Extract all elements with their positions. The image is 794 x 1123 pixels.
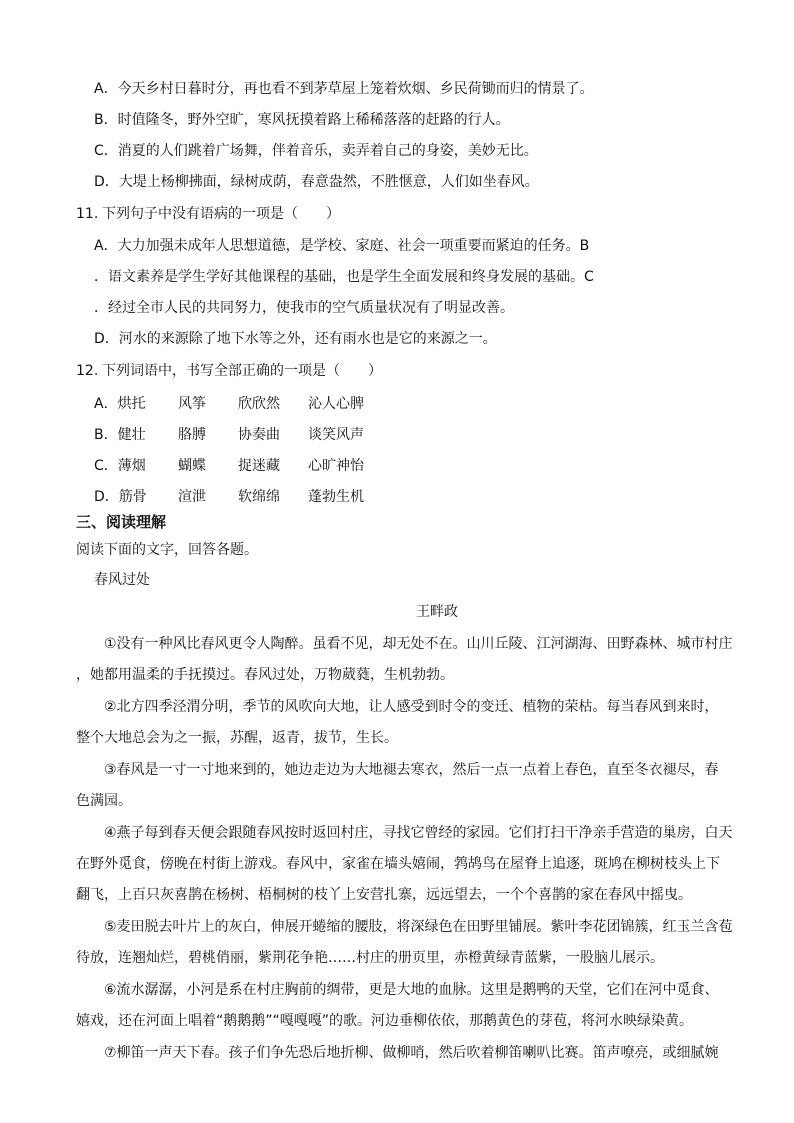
paragraph-4-line-3: 翻飞，上百只灰喜鹊在杨树、梧桐树的枝丫上安营扎寨，远远望去，一个个喜鹊的家在春风中摇曳。: [76, 887, 692, 903]
paragraph-2-line-2: 整个大地总会为之一振，苏醒，返青，拔节，生长。: [76, 730, 398, 746]
q11-stem-text: 下列句子中没有语病的一项是（ ）: [102, 206, 340, 222]
q12-option-d: [0, 487, 794, 507]
q10-option-c: C．消夏的人们跳着广场舞，伴着音乐，卖弄着自己的身姿，美妙无比。: [94, 143, 538, 159]
q10-option-d: D．大堤上杨柳拂面，绿树成荫，春意盎然，不胜惬意，人们如坐春风。: [94, 174, 539, 190]
q11-option-b: ．语文素养是学生学好其他课程的基础，也是学生全面发展和终身发展的基础。C: [94, 269, 594, 285]
word: A．烘托: [94, 396, 146, 412]
word: 胳膊: [178, 427, 206, 443]
q12-option-b: [0, 425, 794, 445]
paragraph-3-line-1: ③春风是一寸一寸地来到的，她边走边为大地褪去寒衣，然后一点一点着上春色，直至冬衣褪尽，春: [104, 762, 719, 778]
q11-option-d: D．河水的来源除了地下水等之外，还有雨水也是它的来源之一。: [94, 331, 497, 347]
reading-instruction: 阅读下面的文字，回答各题。: [76, 542, 258, 558]
q11-option-a: A．大力加强未成年人思想道德，是学校、家庭、社会一项重要而紧迫的任务。B: [94, 238, 590, 254]
word: C．薄烟: [94, 458, 146, 474]
paragraph-2-line-1: ②北方四季泾渭分明，季节的风吹向大地，让人感受到时令的变迁、植物的荣枯。每当春风到来时，: [104, 699, 719, 715]
paragraph-4-line-1: ④燕子每到春天便会跟随春风按时返回村庄，寻找它曾经的家园。它们打扫干净亲手营造的巢房，白天: [104, 825, 733, 841]
word: 软绵绵: [238, 489, 280, 505]
word: 渲泄: [178, 489, 206, 505]
paragraph-1-line-1: ①没有一种风比春风更令人陶醉。虽看不见，却无处不在。山川丘陵、江河湖海、田野森林、城市村庄: [104, 636, 733, 652]
paragraph-4-line-2: 在野外觅食，傍晚在村街上游戏。春风中，家雀在墙头嬉闹，鹁鸪鸟在屋脊上追逐，斑鸠在柳树枝头上下: [76, 856, 720, 872]
paragraph-7-line-1: ⑦柳笛一声天下春。孩子们争先恐后地折柳、做柳哨，然后吹着柳笛喇叭比赛。笛声嘹亮，或细腻婉: [104, 1045, 719, 1061]
paragraph-6-line-1: ⑥流水潺潺，小河是系在村庄胸前的绸带，更是大地的血脉。这里是鹅鸭的天堂，它们在河中觅食、: [104, 982, 719, 998]
paragraph-6-line-2: 嬉戏，还在河面上唱着“鹅鹅鹅”“嘎嘎嘎”的歌。河边垂柳依依，那鹅黄色的芽苞，将河水映绿染黄。: [76, 1013, 694, 1029]
word: B．健壮: [94, 427, 146, 443]
q12-option-a: [0, 394, 794, 414]
word: 协奏曲: [238, 427, 280, 443]
q10-option-b: B．时值隆冬，野外空旷，寒风抚摸着路上稀稀落落的赶路的行人。: [94, 112, 510, 128]
word: D．筋骨: [94, 489, 147, 505]
word: 蝴蝶: [178, 458, 206, 474]
q11-number: 11.: [76, 206, 99, 222]
passage-title: 春风过处: [94, 572, 150, 588]
paragraph-5-line-2: 待放，连翘灿烂，碧桃俏丽，紫荆花争艳……村庄的册页里，赤橙黄绿青蓝紫，一股脑儿展示。: [76, 950, 664, 966]
word: 欣欣然: [238, 396, 280, 412]
q12-number: 12.: [76, 363, 99, 379]
paragraph-5-line-1: ⑤麦田脱去叶片上的灰白，伸展开蜷缩的腰肢，将深绿色在田野里铺展。紫叶李花团锦簇，红玉兰含苞: [104, 919, 733, 935]
q12-stem-text: 下列词语中，书写全部正确的一项是（ ）: [102, 363, 382, 379]
q12-stem: [0, 361, 794, 381]
word: 谈笑风声: [308, 427, 364, 443]
word: 蓬勃生机: [308, 489, 364, 505]
section-heading: 三、阅读理解: [76, 513, 167, 531]
q10-option-a: A．今天乡村日暮时分，再也看不到茅草屋上笼着炊烟、乡民荷锄而归的情景了。: [94, 81, 594, 97]
word: 风筝: [178, 396, 206, 412]
paragraph-1-line-2: ，她都用温柔的手抚摸过。春风过处，万物葳蕤，生机勃勃。: [76, 667, 454, 683]
q11-stem: [0, 204, 794, 224]
q12-option-c: [0, 456, 794, 476]
word: 捉迷藏: [238, 458, 280, 474]
paragraph-3-line-2: 色满园。: [76, 793, 132, 809]
word: 沁人心脾: [308, 396, 364, 412]
passage-author: 王畔政: [416, 604, 458, 620]
q11-option-c: ．经过全市人民的共同努力，使我市的空气质量状况有了明显改善。: [94, 300, 514, 316]
word: 心旷神怡: [308, 458, 364, 474]
